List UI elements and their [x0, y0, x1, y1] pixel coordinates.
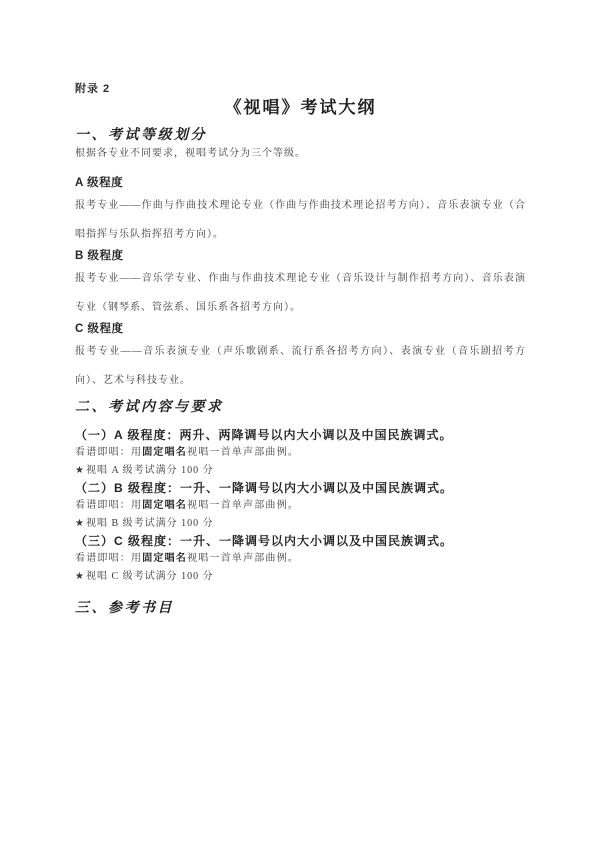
item-a-req-suffix: 视唱一首单声部曲例。 [187, 447, 300, 458]
item-b-req-prefix: 看谱即唱：用 [75, 500, 143, 511]
level-c-heading: C 级程度 [75, 323, 124, 335]
item-c-req-bold: 固定唱名 [142, 553, 188, 564]
star-icon: ★ [75, 465, 85, 476]
item-b-score [75, 515, 526, 533]
item-b-req-bold: 固定唱名 [142, 500, 188, 511]
item-a-score-text: 视唱 A 级考试满分 100 分 [85, 465, 214, 476]
section-1-intro: 根据各专业不同要求，视唱考试分为三个等级。 [75, 148, 306, 159]
item-a-req-prefix: 看谱即唱：用 [75, 447, 143, 458]
item-c-req-suffix: 视唱一首单声部曲例。 [187, 553, 300, 564]
appendix-label: 附录 2 [75, 83, 111, 95]
level-c-majors: 报考专业——音乐表演专业（声乐歌剧系、流行系各招考方向）、表演专业（音乐剧招考方向）、艺术与科技专业。 [75, 346, 526, 386]
section-3-heading: 三、参考书目 [75, 601, 174, 616]
item-a-score [75, 462, 526, 480]
item-a-req-bold: 固定唱名 [142, 447, 188, 458]
item-c-score [75, 568, 526, 586]
item-b-requirement [75, 497, 526, 515]
section-1-heading: 一、考试等级划分 [75, 128, 207, 143]
star-icon: ★ [75, 518, 85, 529]
level-b-heading: B 级程度 [75, 250, 124, 262]
item-c-requirement [75, 550, 526, 568]
document-title: 《视唱》考试大纲 [224, 98, 377, 117]
item-b-heading: （二）B 级程度：一升、一降调号以内大小调以及中国民族调式。 [75, 481, 454, 495]
item-b-score-text: 视唱 B 级考试满分 100 分 [85, 518, 214, 529]
star-icon: ★ [75, 571, 85, 582]
level-a-heading: A 级程度 [75, 177, 124, 189]
item-a-requirement [75, 444, 526, 462]
item-a-heading: （一）A 级程度：两升、两降调号以内大小调以及中国民族调式。 [75, 428, 453, 442]
level-b-majors: 报考专业——音乐学专业、作曲与作曲技术理论专业（音乐设计与制作招考方向）、音乐表演专业（钢琴系、管弦系、国乐系各招考方向）。 [75, 273, 526, 313]
item-c-heading: （三）C 级程度：一升、一降调号以内大小调以及中国民族调式。 [75, 534, 454, 548]
section-2-heading: 二、考试内容与要求 [75, 400, 224, 415]
item-c-req-prefix: 看谱即唱：用 [75, 553, 143, 564]
item-c-score-text: 视唱 C 级考试满分 100 分 [85, 571, 214, 582]
item-b-req-suffix: 视唱一首单声部曲例。 [187, 500, 300, 511]
level-a-majors: 报考专业——作曲与作曲技术理论专业（作曲与作曲技术理论招考方向）、音乐表演专业（合唱指挥与乐队指挥招考方向）。 [75, 200, 526, 240]
